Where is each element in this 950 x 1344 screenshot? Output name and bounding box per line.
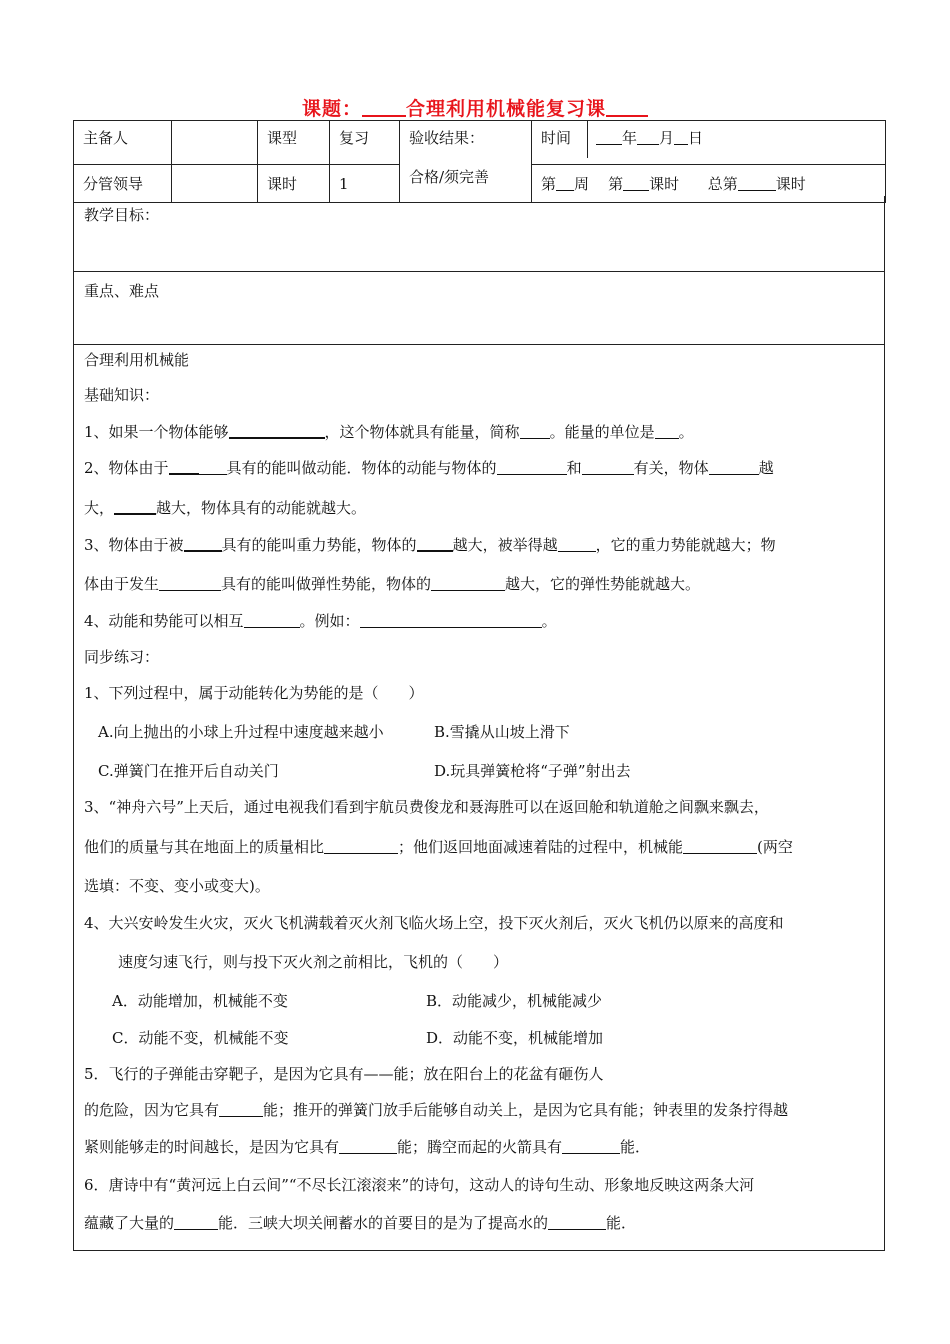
preparer-label: 主备人 [74,121,172,165]
q2-d: 有关，物体 [633,459,709,477]
total-a: 总第 [707,175,738,193]
practice-4-option-d: D．动能不变，机械能增加 [426,1029,604,1047]
question-3-cont [84,574,700,594]
practice-4-option-c: C．动能不变，机械能不变 [112,1029,289,1047]
date-field [588,121,703,158]
type-value: 复习 [330,121,400,165]
practice-5: 5．飞行的子弹能击穿靶子，是因为它具有——能；放在阳台上的花盆有砸伤人 [84,1065,604,1083]
question-2 [84,458,774,478]
check-cell [400,121,532,203]
practice-3-cont [84,837,793,857]
p6b-a: 蕴藏了大量的 [84,1214,175,1232]
practice-3: 3、“神舟六号”上天后，通过电视我们看到宇航员费俊龙和聂海胜可以在返回舱和轨道舱之间飘来飘去， [84,798,769,816]
practice-4-cont: 速度匀速飞行，则与投下灭火剂之前相比，飞机的（ ） [118,953,509,971]
q3-c: 越大，被举得越 [452,536,558,554]
q2b-b: 越大，物体具有的动能就越大。 [156,499,367,517]
check-options: 合格/须完善 [409,168,490,186]
header-table [73,120,886,203]
practice-5-cont [84,1100,788,1120]
question-3 [84,535,776,555]
hours-value: 1 [330,165,400,203]
q2-c: 和 [566,459,582,477]
practice-1: 1、下列过程中，属于动能转化为势能的是（ ） [84,684,424,702]
period-b: 课时 [649,175,680,193]
q1-c: 。能量的单位是 [549,423,655,441]
time-label: 时间 [532,121,588,158]
keypoints-box [73,272,885,345]
p5c-a: 紧则能够走的时间越长，是因为它具有 [84,1138,340,1156]
q3-b: 具有的能叫重力势能，物体的 [221,536,417,554]
q3-a: 3、物体由于被 [84,536,184,554]
period-a: 第 [608,175,624,193]
p6b-c: 能． [606,1214,637,1232]
q3b-b: 具有的能叫做弹性势能，物体的 [221,575,432,593]
title-blank-left [362,115,406,117]
p5c-b: 能；腾空而起的火箭具有 [397,1138,563,1156]
year-label: 年 [622,129,638,147]
q4-a: 4、动能和势能可以相互 [84,612,244,630]
p3b-b: ；他们返回地面减速着陆的过程中，机械能 [398,838,684,856]
time-cell [532,121,886,165]
question-1 [84,422,694,442]
title-prefix: 课题： [301,98,362,120]
practice-6: 6．唐诗中有“黄河远上白云间”“不尽长江滚滚来”的诗句，这动人的诗句生动、形象地反映这两条大河 [84,1176,755,1194]
p5c-c: 能． [620,1138,651,1156]
week-a: 第 [541,175,557,193]
total-b: 课时 [775,175,806,193]
preparer-value [172,121,258,165]
type-label: 课型 [258,121,330,165]
practice-1-option-a: A.向上抛出的小球上升过程中速度越来越小 [98,723,384,741]
practice-5-cont2 [84,1137,650,1157]
q2-a: 2、物体由于 [84,459,169,477]
practice-4-option-a: A．动能增加，机械能不变 [112,992,288,1010]
objectives-label: 教学目标： [84,206,160,224]
practice-1-option-d: D.玩具弹簧枪将“子弹”射出去 [434,762,631,780]
practice-1-option-c: C.弹簧门在推开后自动关门 [98,762,279,780]
q2-b: 具有的能叫做动能．物体的动能与物体的 [226,459,497,477]
keypoints-label: 重点、难点 [84,282,160,300]
q2-e: 越 [758,459,774,477]
practice-3-cont2: 选填：不变、变小或变大)。 [84,877,270,895]
q3-d: ，它的重力势能就越大；物 [595,536,776,554]
q4-b: 。例如： [299,612,360,630]
p3b-a: 他们的质量与其在地面上的质量相比 [84,838,325,856]
day-label: 日 [688,129,704,147]
objectives-box [73,196,885,272]
q3b-c: 越大，它的弹性势能就越大。 [505,575,701,593]
month-label: 月 [659,129,675,147]
q4-c: 。 [541,612,557,630]
practice-4-option-b: B．动能减少，机械能减少 [426,992,603,1010]
q3b-a: 体由于发生 [84,575,160,593]
leader-label: 分管领导 [74,165,172,203]
practice-6-cont [84,1213,636,1233]
basics-heading: 基础知识： [84,386,160,404]
title-blank-right [606,115,648,117]
topic-heading: 合理利用机械能 [84,351,190,369]
page-title [0,94,950,121]
q1-a: 1、如果一个物体能够 [84,423,229,441]
check-label: 验收结果： [409,129,485,147]
q1-b: ，这个物体就具有能量，简称 [324,423,520,441]
week-b: 周 [574,175,590,193]
p6b-b: 能．三峡大坝关闸蓄水的首要目的是为了提高水的 [218,1214,549,1232]
q1-d: 。 [678,423,694,441]
p5b-a: 的危险，因为它具有 [84,1101,220,1119]
question-4 [84,611,557,631]
practice-4: 4、大兴安岭发生火灾，灭火飞机满载着灭火剂飞临火场上空，投下灭火剂后，灭火飞机仍以原来的高度和 [84,914,784,932]
content-box [73,345,885,1251]
p5b-b: 能；推开的弹簧门放手后能够自动关上，是因为它具有能；钟表里的发条拧得越 [263,1101,789,1119]
practice-1-option-b: B.雪撬从山坡上滑下 [434,723,570,741]
q2b-a: 大， [84,499,115,517]
practice-heading: 同步练习： [84,648,160,666]
title-text: 合理利用机械能复习课 [406,98,607,120]
question-2-cont [84,498,366,518]
hours-label: 课时 [258,165,330,203]
p3b-c: (两空 [757,838,793,856]
